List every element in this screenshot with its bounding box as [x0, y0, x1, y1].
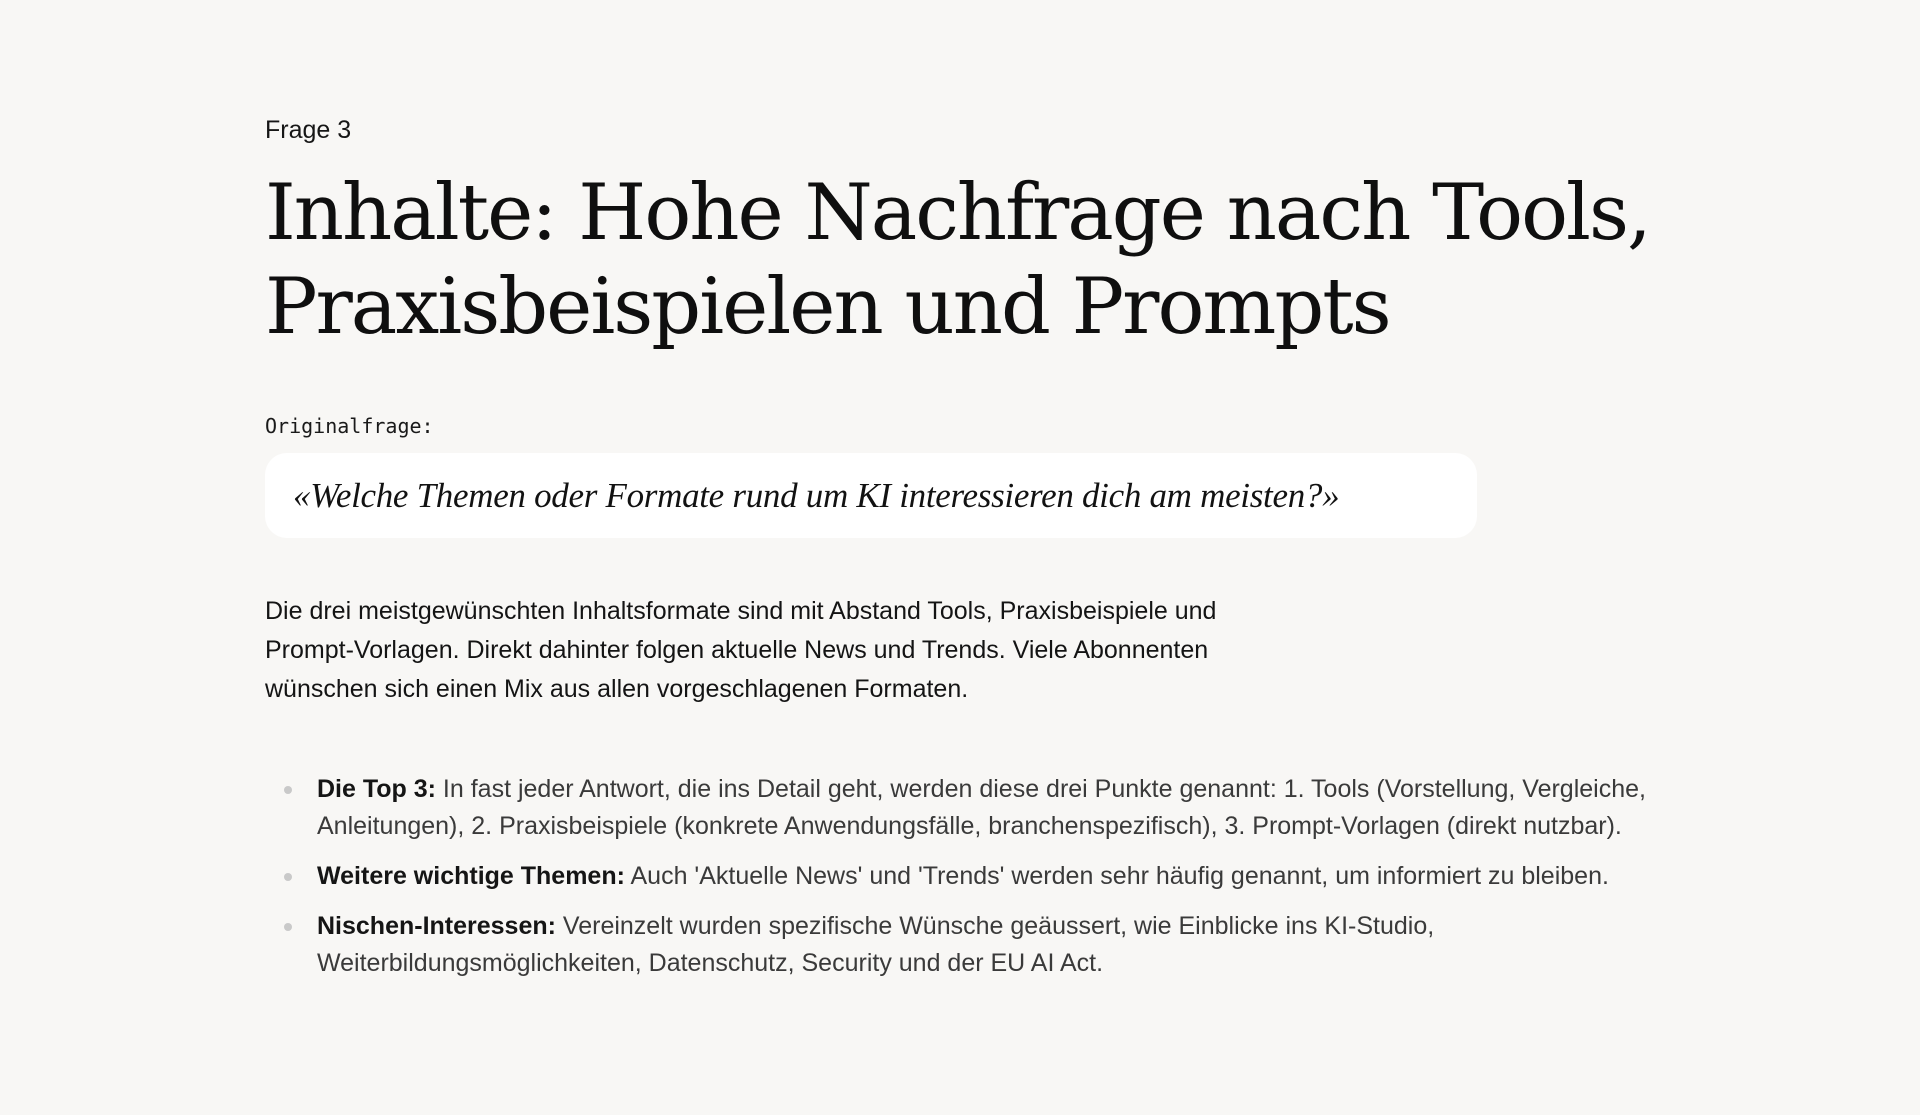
list-item-heading: Weitere wichtige Themen:: [317, 862, 625, 890]
findings-list: [265, 771, 1765, 982]
page-title: Inhalte: Hohe Nachfrage nach Tools, Praxisbeispielen und Prompts: [265, 168, 1650, 352]
list-item-text: Vereinzelt wurden spezifische Wünsche geäussert, wie Einblicke ins KI-Studio, Weiterbildungsmöglichkeiten, Datenschutz, Security und der EU AI Act.: [317, 912, 1435, 977]
bullet-icon: [284, 923, 292, 931]
list-item-text: In fast jeder Antwort, die ins Detail geht, werden diese drei Punkte genannt: 1. Tools (Vorstellung, Vergleiche, Anleitungen), 2. Praxisbeispiele (konkrete Anwendungsfälle, branchenspezifisch), 3. Prompt-Vorlagen (direkt nutzbar).: [317, 775, 1646, 840]
list-item: [317, 771, 1765, 845]
original-question-label: Originalfrage:: [265, 414, 434, 438]
list-item: [317, 908, 1765, 982]
list-item-heading: Die Top 3:: [317, 775, 436, 803]
original-question-text: «Welche Themen oder Formate rund um KI interessieren dich am meisten?»: [293, 475, 1340, 515]
summary-paragraph: Die drei meistgewünschten Inhaltsformate sind mit Abstand Tools, Praxisbeispiele und Prompt-Vorlagen. Direkt dahinter folgen aktuelle News und Trends. Viele Abonnenten wünschen sich einen Mix aus allen vorgeschlagenen Formaten.: [265, 597, 1217, 703]
list-item-text: Auch 'Aktuelle News' und 'Trends' werden sehr häufig genannt, um informiert zu bleiben.: [624, 862, 1609, 890]
question-number: Frage 3: [265, 116, 352, 144]
bullet-icon: [284, 786, 292, 794]
original-question-card: [265, 453, 1477, 538]
list-item-heading: Nischen-Interessen:: [317, 912, 556, 940]
list-item: [317, 858, 1765, 895]
bullet-icon: [284, 873, 292, 881]
slide-content: [265, 112, 1765, 995]
